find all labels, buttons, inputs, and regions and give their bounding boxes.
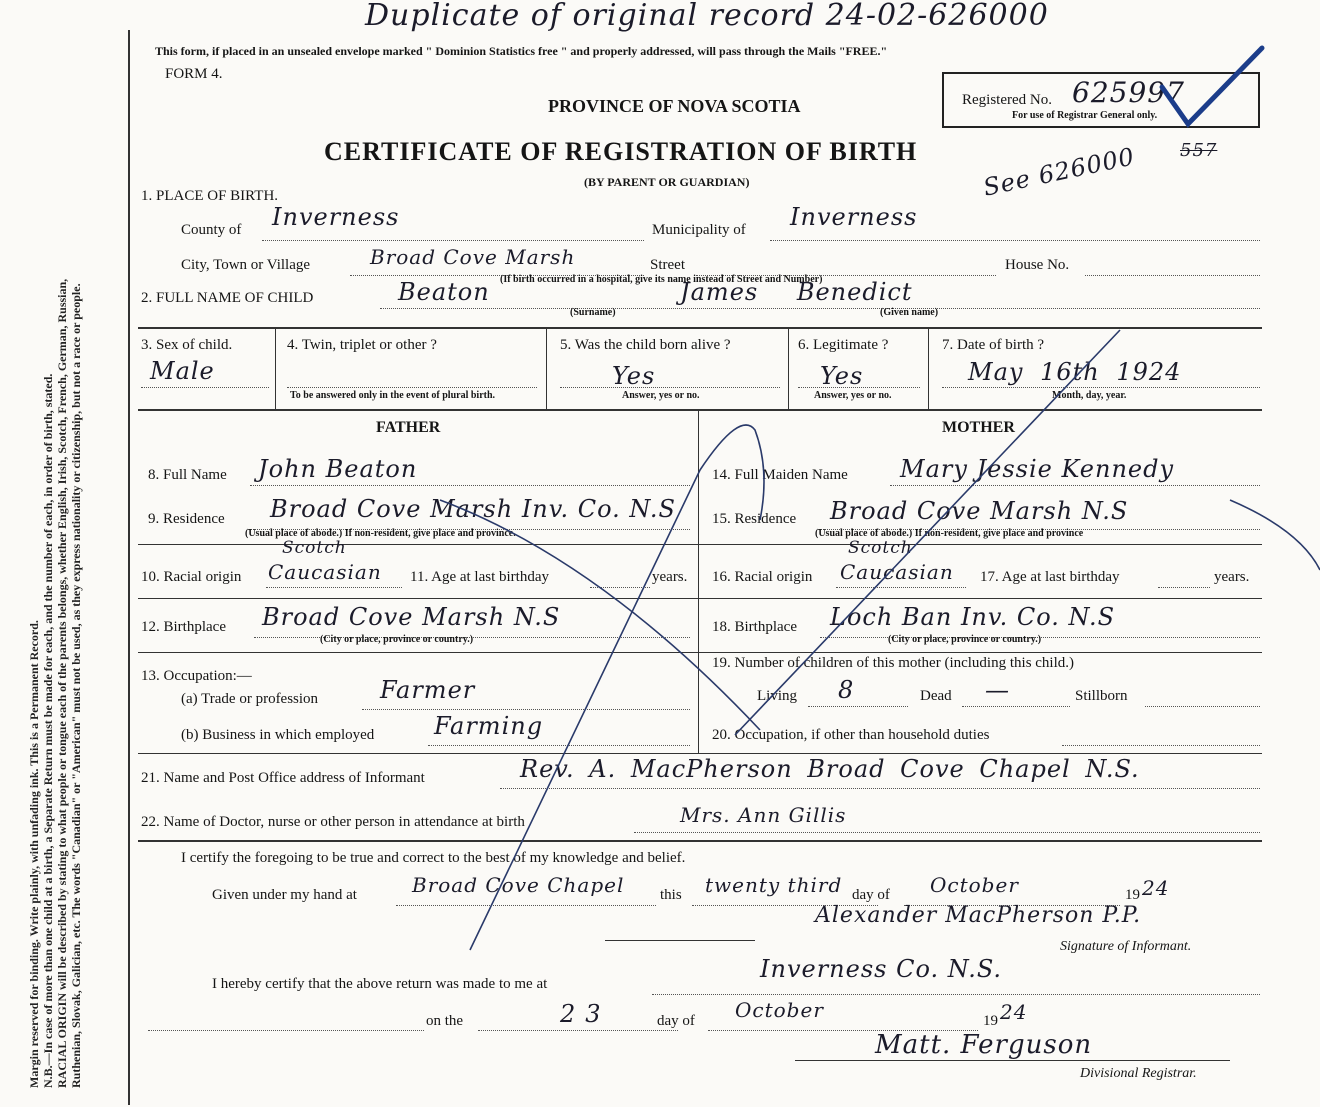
registrar-caption: Divisional Registrar. — [1080, 1066, 1197, 1081]
city-value: Broad Cove Marsh — [370, 245, 576, 269]
mother-age-unit: years. — [1214, 569, 1250, 585]
occupation-label: 13. Occupation:— — [141, 668, 252, 684]
hospital-note: (If birth occurred in a hospital, give its name instead of Street and Number) — [500, 274, 823, 285]
father-heading: FATHER — [376, 419, 441, 436]
father-racial-label: 10. Racial origin — [141, 569, 242, 585]
cross-stroke-1 — [470, 425, 764, 950]
certify-statement: I certify the foregoing to be true and correct to the best of my knowledge and belief. — [181, 850, 686, 866]
registered-number: 625997 — [1072, 76, 1185, 109]
informant-signature: Alexander MacPherson P.P. — [815, 903, 1142, 928]
mother-name-value: Mary Jessie Kennedy — [900, 455, 1175, 483]
alive-value: Yes — [612, 362, 656, 390]
given-year-value: 24 — [1142, 876, 1170, 900]
margin-line-4: Ruthenian, Slovak, Galician, etc. The words "Canadian" or "American" must not be used, as they express nationality or citizenship, but not a race or people. — [69, 283, 83, 1088]
father-name-value: John Beaton — [258, 455, 418, 483]
father-racial-value: Caucasian — [268, 560, 382, 584]
side-number: 557 — [1180, 140, 1218, 161]
registrar-place-value: Inverness Co. N.S. — [760, 955, 1003, 983]
margin-line-3: RACIAL ORIGIN will be described by stating to what people or tongue each of the parents belongs, whether English, Irish, Scotch, French, German, Russian, — [55, 278, 69, 1088]
given-day-value: twenty third — [705, 873, 843, 897]
cross-stroke-4 — [1230, 500, 1320, 570]
attendant-label: 22. Name of Doctor, nurse or other person in attendance at birth — [141, 814, 525, 830]
children-count-label: 19. Number of children of this mother (including this child.) — [712, 655, 1075, 671]
surname-caption: (Surname) — [570, 307, 616, 318]
father-birthplace-label: 12. Birthplace — [141, 619, 226, 635]
twin-label: 4. Twin, triplet or other ? — [287, 337, 437, 353]
registered-label: Registered No. — [962, 92, 1052, 108]
registrar-year-value: 24 — [1000, 1000, 1028, 1024]
date-of-birth-label: 7. Date of birth ? — [942, 337, 1045, 353]
see-reference: See 626000 — [980, 142, 1138, 202]
certificate-subtitle: (BY PARENT OR GUARDIAN) — [584, 175, 750, 189]
dead-label: Dead — [920, 688, 952, 704]
alive-note: Answer, yes or no. — [622, 390, 700, 401]
registrar-dayof-label: day of — [657, 1013, 695, 1029]
registrar-statement: I hereby certify that the above return was made to me at — [212, 976, 548, 992]
registrar-on-label: on the — [426, 1013, 464, 1029]
mother-racial-label: 16. Racial origin — [712, 569, 813, 585]
given-month-value: October — [930, 873, 1019, 897]
margin-line-1: Margin reserved for binding. Write plainly, with unfading ink. This is a Permanent Record. — [27, 620, 41, 1088]
signature-caption: Signature of Informant. — [1060, 939, 1192, 954]
given-name-caption: (Given name) — [880, 307, 939, 318]
legitimate-value: Yes — [820, 362, 864, 390]
mother-residence-note: (Usual place of abode.) If non-resident, give place and province — [815, 528, 1084, 539]
certificate-title: CERTIFICATE OF REGISTRATION OF BIRTH — [324, 137, 918, 166]
informant-value: Rev. A. MacPherson Broad Cove Chapel N.S. — [520, 755, 1140, 783]
business-label: (b) Business in which employed — [181, 727, 375, 743]
mother-birthplace-label: 18. Birthplace — [712, 619, 797, 635]
mother-residence-label: 15. Residence — [712, 511, 797, 527]
mother-name-label: 14. Full Maiden Name — [712, 467, 848, 483]
place-of-birth-heading: 1. PLACE OF BIRTH. — [141, 188, 279, 204]
mother-racial-value: Caucasian — [840, 560, 954, 584]
house-label: House No. — [1005, 257, 1070, 273]
father-birthplace-value: Broad Cove Marsh N.S — [262, 603, 561, 631]
duplicate-annotation: Duplicate of original record 24-02-626000 — [365, 0, 1049, 33]
registrar-month-value: October — [735, 998, 824, 1022]
dead-value: — — [985, 676, 1010, 704]
mail-notice: This form, if placed in an unsealed envelope marked " Dominion Statistics free " and properly addressed, will pass through the Mails "FREE." — [155, 44, 888, 58]
this-label: this — [660, 887, 682, 903]
given-year-prefix: 19 — [1125, 887, 1140, 903]
registrar-signature: Matt. Ferguson — [875, 1030, 1093, 1060]
child-name-label: 2. FULL NAME OF CHILD — [141, 290, 314, 306]
business-value: Farming — [434, 712, 544, 740]
father-age-label: 11. Age at last birthday — [410, 569, 549, 585]
municipality-value: Inverness — [790, 203, 918, 231]
municipality-label: Municipality of — [652, 222, 746, 238]
stillborn-label: Stillborn — [1075, 688, 1128, 704]
margin-line-2: N.B.—In case of more than one child at a birth, a Separate Return must be made for each, and the number of each, in order of birth, stated. — [41, 373, 55, 1088]
registrar-year-prefix: 19 — [983, 1013, 998, 1029]
street-label: Street — [650, 257, 685, 273]
trade-value: Farmer — [380, 676, 476, 704]
legitimate-note: Answer, yes or no. — [814, 390, 892, 401]
father-age-unit: years. — [652, 569, 688, 585]
legitimate-label: 6. Legitimate ? — [798, 337, 889, 353]
alive-label: 5. Was the child born alive ? — [560, 337, 731, 353]
trade-label: (a) Trade or profession — [181, 691, 319, 707]
city-label: City, Town or Village — [181, 257, 311, 273]
father-name-label: 8. Full Name — [148, 467, 227, 483]
father-residence-label: 9. Residence — [148, 511, 225, 527]
attendant-value: Mrs. Ann Gillis — [680, 803, 847, 827]
cross-stroke-2 — [735, 330, 1120, 735]
living-label: Living — [757, 688, 797, 704]
mother-birthplace-note: (City or place, province or country.) — [888, 634, 1042, 645]
given-dayof-label: day of — [852, 887, 890, 903]
child-surname: Beaton — [398, 278, 490, 306]
mother-heading: MOTHER — [942, 419, 1015, 436]
mother-residence-value: Broad Cove Marsh N.S — [830, 497, 1129, 525]
cross-stroke-3 — [440, 500, 760, 730]
child-given-name: James Benedict — [680, 278, 913, 306]
sex-label: 3. Sex of child. — [141, 337, 233, 353]
given-at-value: Broad Cove Chapel — [412, 873, 625, 897]
informant-label: 21. Name and Post Office address of Informant — [141, 770, 425, 786]
living-value: 8 — [838, 676, 855, 704]
sex-value: Male — [150, 357, 215, 385]
mother-birthplace-value: Loch Ban Inv. Co. N.S — [830, 603, 1116, 631]
county-label: County of — [181, 222, 242, 238]
given-at-label: Given under my hand at — [212, 887, 357, 903]
father-residence-note: (Usual place of abode.) If non-resident, give place and province. — [245, 528, 516, 539]
date-of-birth-value: May 16th 1924 — [968, 358, 1182, 386]
registrar-general-note: For use of Registrar General only. — [1012, 110, 1158, 121]
county-value: Inverness — [272, 203, 400, 231]
father-birthplace-note: (City or place, province or country.) — [320, 634, 474, 645]
father-residence-value: Broad Cove Marsh Inv. Co. N.S — [270, 495, 676, 523]
father-racial-top: Scotch — [282, 538, 347, 558]
registrar-day-value: 23 — [560, 1000, 611, 1028]
twin-note: To be answered only in the event of plural birth. — [290, 390, 496, 401]
mother-age-label: 17. Age at last birthday — [980, 569, 1120, 585]
province-heading: PROVINCE OF NOVA SCOTIA — [548, 96, 801, 116]
date-of-birth-note: Month, day, year. — [1052, 390, 1127, 401]
mother-racial-top: Scotch — [848, 538, 913, 558]
form-number: FORM 4. — [165, 66, 223, 82]
mother-occupation-label: 20. Occupation, if other than household duties — [712, 727, 990, 743]
